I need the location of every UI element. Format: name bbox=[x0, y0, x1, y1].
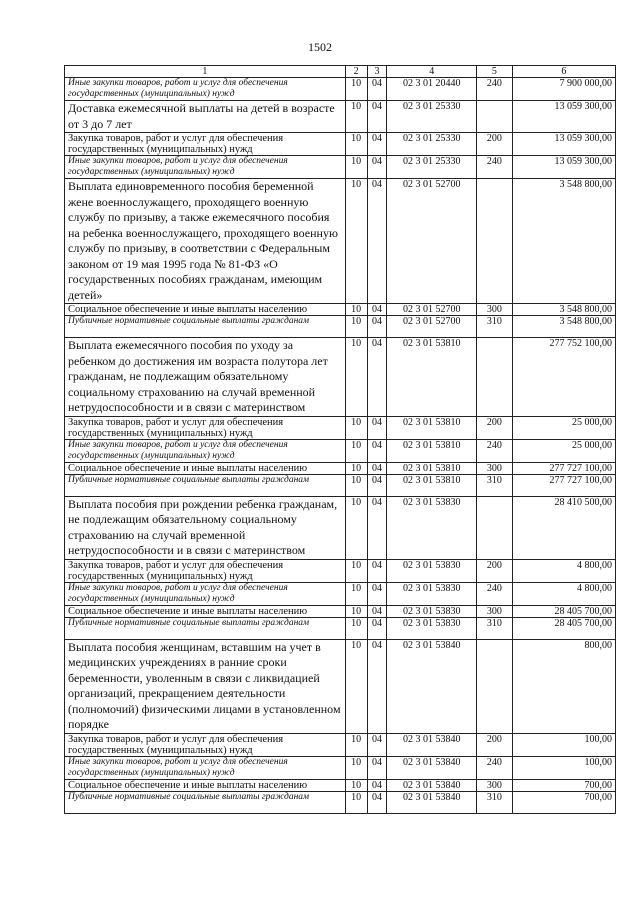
row-target-code-cell: 02 3 01 25330 bbox=[387, 156, 477, 179]
row-section-cell: 10 bbox=[345, 582, 367, 605]
row-expense-type-cell: 310 bbox=[477, 617, 512, 639]
row-section-cell: 10 bbox=[345, 156, 367, 179]
row-amount-cell: 700,00 bbox=[512, 779, 615, 791]
row-target-code-cell: 02 3 01 53840 bbox=[387, 779, 477, 791]
header-col-6: 6 bbox=[512, 66, 615, 78]
row-amount-cell: 700,00 bbox=[512, 791, 615, 813]
row-subsection-cell: 04 bbox=[367, 304, 387, 316]
table-header-row bbox=[65, 66, 616, 78]
row-expense-type-cell: 200 bbox=[477, 559, 512, 582]
row-expense-type-cell: 310 bbox=[477, 316, 512, 338]
row-section-cell: 10 bbox=[345, 133, 367, 156]
row-expense-type-cell: 240 bbox=[477, 78, 512, 101]
row-section-cell: 10 bbox=[345, 639, 367, 733]
row-subsection-cell: 04 bbox=[367, 496, 387, 559]
row-section-cell: 10 bbox=[345, 779, 367, 791]
row-section-cell: 10 bbox=[345, 474, 367, 496]
row-expense-type-cell: 200 bbox=[477, 416, 512, 439]
row-name-cell: Закупка товаров, работ и услуг для обеспечения государственных (муниципальных) нужд bbox=[65, 733, 346, 756]
header-col-4: 4 bbox=[387, 66, 477, 78]
table-row bbox=[65, 474, 616, 496]
row-target-code-cell: 02 3 01 52700 bbox=[387, 179, 477, 304]
row-target-code-cell: 02 3 01 53830 bbox=[387, 582, 477, 605]
row-subsection-cell: 04 bbox=[367, 439, 387, 462]
row-amount-cell: 28 405 700,00 bbox=[512, 605, 615, 617]
row-expense-type-cell: 240 bbox=[477, 156, 512, 179]
row-subsection-cell: 04 bbox=[367, 756, 387, 779]
row-amount-cell: 13 059 300,00 bbox=[512, 156, 615, 179]
row-target-code-cell: 02 3 01 53810 bbox=[387, 338, 477, 417]
header-col-1: 1 bbox=[65, 66, 346, 78]
row-name-cell: Иные закупки товаров, работ и услуг для обеспечения государственных (муниципальных) нужд bbox=[65, 156, 346, 179]
row-subsection-cell: 04 bbox=[367, 416, 387, 439]
row-section-cell: 10 bbox=[345, 416, 367, 439]
row-amount-cell: 4 800,00 bbox=[512, 582, 615, 605]
row-amount-cell: 25 000,00 bbox=[512, 439, 615, 462]
row-amount-cell: 100,00 bbox=[512, 756, 615, 779]
table-row bbox=[65, 559, 616, 582]
table-row bbox=[65, 101, 616, 133]
row-amount-cell: 28 410 500,00 bbox=[512, 496, 615, 559]
row-target-code-cell: 02 3 01 53830 bbox=[387, 559, 477, 582]
row-target-code-cell: 02 3 01 53810 bbox=[387, 416, 477, 439]
row-amount-cell: 800,00 bbox=[512, 639, 615, 733]
header-col-3: 3 bbox=[367, 66, 387, 78]
table-row bbox=[65, 791, 616, 813]
row-name-cell: Закупка товаров, работ и услуг для обеспечения государственных (муниципальных) нужд bbox=[65, 416, 346, 439]
row-section-cell: 10 bbox=[345, 462, 367, 474]
row-section-cell: 10 bbox=[345, 733, 367, 756]
row-subsection-cell: 04 bbox=[367, 733, 387, 756]
row-section-cell: 10 bbox=[345, 496, 367, 559]
table-row bbox=[65, 733, 616, 756]
row-amount-cell: 100,00 bbox=[512, 733, 615, 756]
table-row bbox=[65, 156, 616, 179]
row-section-cell: 10 bbox=[345, 316, 367, 338]
row-expense-type-cell: 300 bbox=[477, 462, 512, 474]
row-subsection-cell: 04 bbox=[367, 101, 387, 133]
header-col-5: 5 bbox=[477, 66, 512, 78]
row-name-cell: Иные закупки товаров, работ и услуг для обеспечения государственных (муниципальных) нужд bbox=[65, 756, 346, 779]
row-section-cell: 10 bbox=[345, 101, 367, 133]
row-expense-type-cell: 300 bbox=[477, 779, 512, 791]
row-section-cell: 10 bbox=[345, 179, 367, 304]
row-name-cell: Иные закупки товаров, работ и услуг для обеспечения государственных (муниципальных) нужд bbox=[65, 582, 346, 605]
row-name-cell: Социальное обеспечение и иные выплаты населению bbox=[65, 779, 346, 791]
row-expense-type-cell bbox=[477, 496, 512, 559]
table-row bbox=[65, 316, 616, 338]
row-section-cell: 10 bbox=[345, 756, 367, 779]
row-amount-cell: 13 059 300,00 bbox=[512, 101, 615, 133]
row-expense-type-cell: 240 bbox=[477, 582, 512, 605]
row-name-cell: Социальное обеспечение и иные выплаты населению bbox=[65, 462, 346, 474]
row-name-cell: Закупка товаров, работ и услуг для обеспечения государственных (муниципальных) нужд bbox=[65, 559, 346, 582]
row-expense-type-cell: 310 bbox=[477, 791, 512, 813]
row-target-code-cell: 02 3 01 20440 bbox=[387, 78, 477, 101]
row-expense-type-cell: 200 bbox=[477, 133, 512, 156]
row-expense-type-cell: 240 bbox=[477, 756, 512, 779]
row-subsection-cell: 04 bbox=[367, 78, 387, 101]
row-amount-cell: 28 405 700,00 bbox=[512, 617, 615, 639]
row-section-cell: 10 bbox=[345, 78, 367, 101]
row-name-cell: Публичные нормативные социальные выплаты гражданам bbox=[65, 791, 346, 813]
row-target-code-cell: 02 3 01 52700 bbox=[387, 316, 477, 338]
row-subsection-cell: 04 bbox=[367, 639, 387, 733]
row-subsection-cell: 04 bbox=[367, 779, 387, 791]
row-section-cell: 10 bbox=[345, 338, 367, 417]
table-row bbox=[65, 416, 616, 439]
table-row bbox=[65, 338, 616, 417]
table-row bbox=[65, 439, 616, 462]
row-name-cell: Доставка ежемесячной выплаты на детей в возрасте от 3 до 7 лет bbox=[65, 101, 346, 133]
row-amount-cell: 3 548 800,00 bbox=[512, 179, 615, 304]
row-amount-cell: 25 000,00 bbox=[512, 416, 615, 439]
row-subsection-cell: 04 bbox=[367, 559, 387, 582]
row-name-cell: Публичные нормативные социальные выплаты гражданам bbox=[65, 316, 346, 338]
row-target-code-cell: 02 3 01 53840 bbox=[387, 756, 477, 779]
row-name-cell: Социальное обеспечение и иные выплаты населению bbox=[65, 304, 346, 316]
row-name-cell: Иные закупки товаров, работ и услуг для обеспечения государственных (муниципальных) нужд bbox=[65, 78, 346, 101]
row-target-code-cell: 02 3 01 52700 bbox=[387, 304, 477, 316]
row-target-code-cell: 02 3 01 53810 bbox=[387, 462, 477, 474]
row-target-code-cell: 02 3 01 25330 bbox=[387, 133, 477, 156]
row-name-cell: Закупка товаров, работ и услуг для обеспечения государственных (муниципальных) нужд bbox=[65, 133, 346, 156]
row-target-code-cell: 02 3 01 53830 bbox=[387, 605, 477, 617]
row-target-code-cell: 02 3 01 53830 bbox=[387, 496, 477, 559]
row-subsection-cell: 04 bbox=[367, 338, 387, 417]
row-amount-cell: 3 548 800,00 bbox=[512, 304, 615, 316]
row-amount-cell: 7 900 000,00 bbox=[512, 78, 615, 101]
row-subsection-cell: 04 bbox=[367, 791, 387, 813]
header-col-2: 2 bbox=[345, 66, 367, 78]
row-amount-cell: 13 059 300,00 bbox=[512, 133, 615, 156]
row-subsection-cell: 04 bbox=[367, 179, 387, 304]
row-target-code-cell: 02 3 01 53830 bbox=[387, 617, 477, 639]
row-section-cell: 10 bbox=[345, 605, 367, 617]
row-expense-type-cell bbox=[477, 639, 512, 733]
row-section-cell: 10 bbox=[345, 304, 367, 316]
row-subsection-cell: 04 bbox=[367, 474, 387, 496]
table-row bbox=[65, 779, 616, 791]
row-target-code-cell: 02 3 01 53840 bbox=[387, 791, 477, 813]
row-expense-type-cell bbox=[477, 338, 512, 417]
row-name-cell: Публичные нормативные социальные выплаты гражданам bbox=[65, 474, 346, 496]
row-amount-cell: 3 548 800,00 bbox=[512, 316, 615, 338]
table-row bbox=[65, 133, 616, 156]
row-expense-type-cell bbox=[477, 179, 512, 304]
table-row bbox=[65, 605, 616, 617]
row-target-code-cell: 02 3 01 53810 bbox=[387, 474, 477, 496]
row-subsection-cell: 04 bbox=[367, 617, 387, 639]
row-amount-cell: 277 752 100,00 bbox=[512, 338, 615, 417]
row-name-cell: Выплата пособия женщинам, вставшим на учет в медицинских учреждениях в ранние сроки беременности, уволенным в связи с ликвидацией организаций, прекращением деятельности (полномочий) физическими лицами в установленном порядке bbox=[65, 639, 346, 733]
row-subsection-cell: 04 bbox=[367, 133, 387, 156]
table-row bbox=[65, 304, 616, 316]
row-name-cell: Социальное обеспечение и иные выплаты населению bbox=[65, 605, 346, 617]
table-row bbox=[65, 617, 616, 639]
row-expense-type-cell: 300 bbox=[477, 605, 512, 617]
row-expense-type-cell bbox=[477, 101, 512, 133]
row-expense-type-cell: 300 bbox=[477, 304, 512, 316]
row-subsection-cell: 04 bbox=[367, 156, 387, 179]
table-row bbox=[65, 78, 616, 101]
row-target-code-cell: 02 3 01 53840 bbox=[387, 639, 477, 733]
row-expense-type-cell: 240 bbox=[477, 439, 512, 462]
row-name-cell: Выплата единовременного пособия беременной жене военнослужащего, проходящего военную службу по призыву, а также ежемесячного пособия на ребенка военнослужащего, проходящего военную службу по призыву, в соответствии с Федеральным законом от 19 мая 1995 года № 81-ФЗ «О государственных пособиях гражданам, имеющим детей» bbox=[65, 179, 346, 304]
row-name-cell: Выплата ежемесячного пособия по уходу за ребенком до достижения им возраста полутора лет гражданам, не подлежащим обязательному социальному страхованию на случай временной нетрудоспособности и в связи с материнством bbox=[65, 338, 346, 417]
row-subsection-cell: 04 bbox=[367, 316, 387, 338]
row-section-cell: 10 bbox=[345, 791, 367, 813]
row-subsection-cell: 04 bbox=[367, 462, 387, 474]
row-amount-cell: 277 727 100,00 bbox=[512, 462, 615, 474]
row-section-cell: 10 bbox=[345, 617, 367, 639]
row-name-cell: Публичные нормативные социальные выплаты гражданам bbox=[65, 617, 346, 639]
page-number: 1502 bbox=[308, 40, 332, 54]
row-subsection-cell: 04 bbox=[367, 582, 387, 605]
row-target-code-cell: 02 3 01 25330 bbox=[387, 101, 477, 133]
row-amount-cell: 277 727 100,00 bbox=[512, 474, 615, 496]
row-subsection-cell: 04 bbox=[367, 605, 387, 617]
table-row bbox=[65, 496, 616, 559]
row-section-cell: 10 bbox=[345, 559, 367, 582]
row-amount-cell: 4 800,00 bbox=[512, 559, 615, 582]
row-target-code-cell: 02 3 01 53810 bbox=[387, 439, 477, 462]
table-row bbox=[65, 756, 616, 779]
budget-table bbox=[64, 65, 616, 814]
table-row bbox=[65, 582, 616, 605]
table-row bbox=[65, 639, 616, 733]
table-row bbox=[65, 179, 616, 304]
row-name-cell: Выплата пособия при рождении ребенка гражданам, не подлежащим обязательному социальному страхованию на случай временной нетрудоспособности и в связи с материнством bbox=[65, 496, 346, 559]
row-expense-type-cell: 200 bbox=[477, 733, 512, 756]
row-name-cell: Иные закупки товаров, работ и услуг для обеспечения государственных (муниципальных) нужд bbox=[65, 439, 346, 462]
row-expense-type-cell: 310 bbox=[477, 474, 512, 496]
table-body bbox=[65, 78, 616, 814]
row-section-cell: 10 bbox=[345, 439, 367, 462]
table-row bbox=[65, 462, 616, 474]
row-target-code-cell: 02 3 01 53840 bbox=[387, 733, 477, 756]
